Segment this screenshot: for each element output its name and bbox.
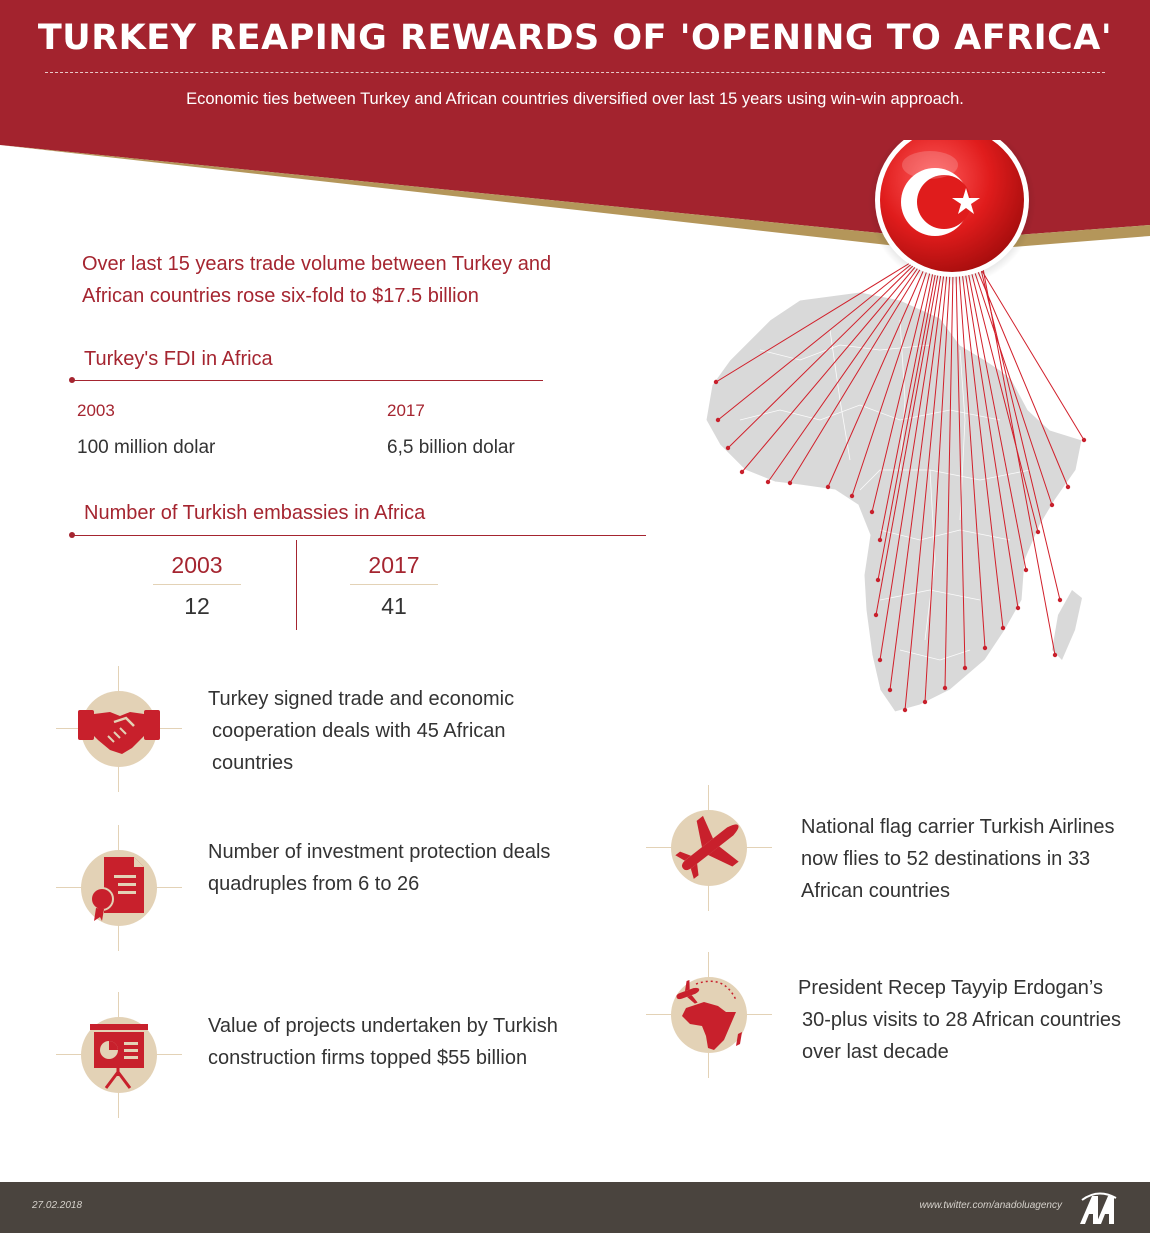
ray-endpoint bbox=[1016, 606, 1020, 610]
item-line: National flag carrier Turkish Airlines bbox=[801, 816, 1115, 838]
anadolu-agency-logo-icon bbox=[1078, 1190, 1118, 1226]
embassies-rule bbox=[72, 535, 646, 536]
fdi-value-2017: 6,5 billion dolar bbox=[387, 437, 515, 458]
ray-endpoint bbox=[874, 613, 878, 617]
ray-endpoint bbox=[923, 700, 927, 704]
ray-endpoint bbox=[850, 494, 854, 498]
page-title: TURKEY REAPING REWARDS OF 'OPENING TO AFRICA' bbox=[37, 18, 1113, 58]
ray-endpoint bbox=[788, 481, 792, 485]
embassies-title: Number of Turkish embassies in Africa bbox=[84, 502, 426, 524]
ray-endpoint bbox=[870, 510, 874, 514]
handshake-badge bbox=[56, 666, 182, 792]
ray-endpoint bbox=[714, 380, 718, 384]
footer-twitter-link[interactable]: www.twitter.com/anadoluagency bbox=[919, 1200, 1062, 1211]
item-line: over last decade bbox=[802, 1041, 949, 1063]
ray-endpoint bbox=[726, 446, 730, 450]
footer-date: 27.02.2018 bbox=[32, 1200, 83, 1211]
fdi-year-2003: 2003 bbox=[77, 401, 115, 420]
item-erdogan-visits bbox=[798, 972, 1148, 1068]
africa-plane-icon bbox=[664, 970, 754, 1060]
africa-continent bbox=[706, 292, 1082, 712]
item-line: Turkey signed trade and economic bbox=[208, 688, 515, 710]
embassies-underline-2003 bbox=[153, 584, 241, 585]
presentation-board-icon bbox=[74, 1010, 164, 1100]
africa-visits-badge bbox=[646, 952, 772, 1078]
item-turkish-airlines bbox=[801, 811, 1141, 907]
ray-endpoint bbox=[716, 418, 720, 422]
fdi-title: Turkey's FDI in Africa bbox=[84, 348, 273, 370]
ray-endpoint bbox=[1053, 653, 1057, 657]
ray-endpoint bbox=[1082, 438, 1086, 442]
item-line: quadruples from 6 to 26 bbox=[208, 873, 420, 895]
ray-endpoint bbox=[1050, 503, 1054, 507]
embassies-value-2017: 41 bbox=[381, 593, 407, 619]
page-subtitle: Economic ties between Turkey and African countries diversified over last 15 years using win-win approach. bbox=[186, 90, 964, 108]
footer-bar bbox=[0, 1182, 1150, 1233]
ray-endpoint bbox=[1001, 626, 1005, 630]
ray-endpoint bbox=[963, 666, 967, 670]
ray-endpoint bbox=[1066, 485, 1070, 489]
ray-endpoint bbox=[903, 708, 907, 712]
ray-endpoint bbox=[1024, 568, 1028, 572]
embassies-divider bbox=[296, 540, 297, 630]
ray-endpoint bbox=[1058, 598, 1062, 602]
item-investment-deals bbox=[208, 836, 628, 900]
ray-endpoint bbox=[876, 578, 880, 582]
lead-line-2: African countries rose six-fold to $17.5 billion bbox=[82, 285, 479, 307]
ray-endpoint bbox=[943, 686, 947, 690]
africa-map bbox=[690, 140, 1130, 740]
ray-endpoint bbox=[1036, 530, 1040, 534]
header-divider bbox=[45, 72, 1105, 73]
embassies-value-2003: 12 bbox=[184, 593, 210, 619]
ray-endpoint bbox=[888, 688, 892, 692]
item-line: countries bbox=[212, 752, 294, 774]
item-line: now flies to 52 destinations in 33 bbox=[801, 848, 1091, 870]
item-trade-deals bbox=[208, 683, 608, 779]
ray-endpoint bbox=[878, 538, 882, 542]
item-line: cooperation deals with 45 African bbox=[212, 720, 506, 742]
presentation-badge bbox=[56, 992, 182, 1118]
item-line: President Recep Tayyip Erdogan’s bbox=[798, 977, 1103, 999]
ray-endpoint bbox=[983, 646, 987, 650]
certificate-badge bbox=[56, 825, 182, 951]
item-construction-projects bbox=[208, 1010, 628, 1074]
ray-endpoint bbox=[826, 485, 830, 489]
ray-endpoint bbox=[740, 470, 744, 474]
ray-endpoint bbox=[766, 480, 770, 484]
handshake-icon bbox=[74, 684, 164, 774]
item-line: construction firms topped $55 billion bbox=[208, 1047, 528, 1069]
embassies-underline-2017 bbox=[350, 584, 438, 585]
embassies-year-2017: 2017 bbox=[368, 552, 420, 578]
item-line: 30-plus visits to 28 African countries bbox=[802, 1009, 1122, 1031]
item-line: African countries bbox=[801, 880, 950, 902]
airplane-icon bbox=[664, 803, 754, 893]
item-line: Number of investment protection deals bbox=[208, 841, 551, 863]
embassies-year-2003: 2003 bbox=[171, 552, 223, 578]
fdi-year-2017: 2017 bbox=[387, 401, 425, 420]
trade-volume-statement bbox=[82, 248, 642, 312]
fdi-value-2003: 100 million dolar bbox=[77, 437, 216, 458]
lead-line-1: Over last 15 years trade volume between Turkey and bbox=[82, 253, 552, 275]
madagascar bbox=[1052, 590, 1082, 660]
airplane-badge bbox=[646, 785, 772, 911]
fdi-rule bbox=[72, 380, 543, 381]
item-line: Value of projects undertaken by Turkish bbox=[208, 1015, 558, 1037]
ray-endpoint bbox=[878, 658, 882, 662]
certificate-document-icon bbox=[74, 843, 164, 933]
